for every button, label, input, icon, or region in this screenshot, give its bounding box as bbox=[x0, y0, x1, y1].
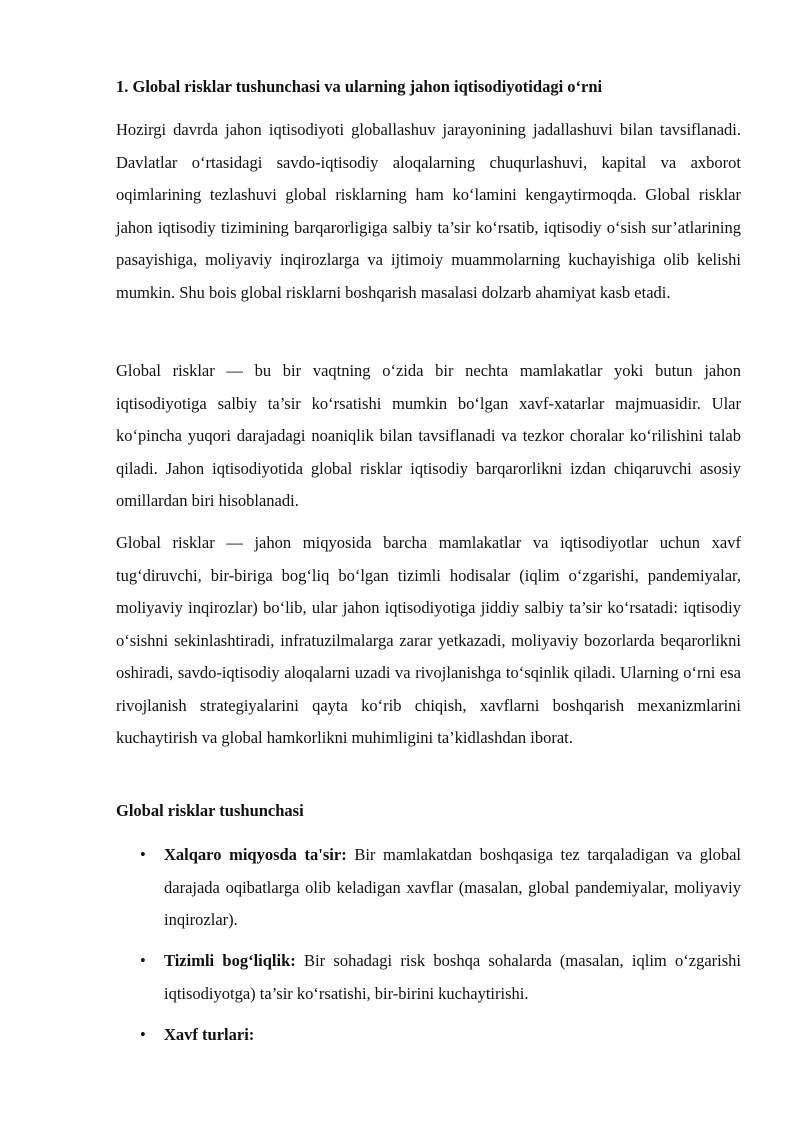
list-item-body: Bir sohadagi risk boshqa sohalarda (masalan, iqlim o‘zgarishi iqtisodiyotga) ta’sir ko‘rsatishi, bir-birini kuchaytirishi. bbox=[164, 951, 742, 1003]
bullet-icon: • bbox=[140, 845, 146, 864]
list-item-lead: Tizimli bog‘liqlik: bbox=[164, 951, 296, 970]
section-heading: 1. Global risklar tushunchasi va ularning jahon iqtisodiyotidagi o‘rni bbox=[116, 77, 603, 96]
paragraph-impact: Global risklar — jahon miqyosida barcha mamlakatlar va iqtisodiyotlar uchun xavf tug‘diruvchi, bir-biriga bog‘liq bo‘lgan tizimli hodisalar (iqlim o‘zgarishi, pandemiyalar, moliyaviy inqirozlar) bo‘lib, ular jahon iqtisodiyotiga jiddiy salbiy ta’sir ko‘rsatadi: iqtisodiy o‘sishni sekinlashtiradi, infratuzilmalarga zarar yetkazadi, moliyaviy bozorlarda beqarorlikni oshiradi, savdo-iqtisodiy aloqalarni uzadi va rivojlanishga to‘sqinlik qiladi. Ularning o‘rni esa rivojlanish strategiyalarini qayta ko‘rib chiqish, xavflarni boshqarish mexanizmlarini kuchaytirish va global hamkorlikni muhimligini ta’kidlashdan iborat. bbox=[116, 533, 741, 747]
list-item-text bbox=[164, 945, 741, 1010]
list-item-text bbox=[164, 839, 741, 937]
list-item-lead: Xalqaro miqyosda ta'sir: bbox=[164, 845, 347, 864]
list-item-text bbox=[164, 1019, 741, 1052]
bullet-icon: • bbox=[140, 951, 146, 970]
subsection-heading: Global risklar tushunchasi bbox=[116, 801, 304, 820]
paragraph-intro: Hozirgi davrda jahon iqtisodiyoti globallashuv jarayonining jadallashuvi bilan tavsiflanadi. Davlatlar o‘rtasidagi savdo-iqtisodiy aloqalarning chuqurlashuvi, kapital va axborot oqimlarining tezlashuvi global risklarning ham ko‘lamini kengaytirmoqda. Global risklar jahon iqtisodiy tizimining barqarorligiga salbiy ta’sir ko‘rsatib, iqtisodiy o‘sish sur’atlarining pasayishiga, moliyaviy inqirozlarga va ijtimoiy muammolarning kuchayishiga olib kelishi mumkin. Shu bois global risklarni boshqarish masalasi dolzarb ahamiyat kasb etadi. bbox=[116, 120, 741, 302]
list-item-body: Bir mamlakatdan boshqasiga tez tarqaladigan va global darajada oqibatlarga olib keladigan xavflar (masalan, global pandemiyalar, moliyaviy inqirozlar). bbox=[164, 845, 741, 929]
bullet-icon: • bbox=[140, 1025, 146, 1044]
list-item-lead: Xavf turlari: bbox=[164, 1025, 255, 1044]
paragraph-definition: Global risklar — bu bir vaqtning o‘zida bir nechta mamlakatlar yoki butun jahon iqtisodiyotiga salbiy ta’sir ko‘rsatishi mumkin bo‘lgan xavf-xatarlar majmuasidir. Ular ko‘pincha yuqori darajadagi noaniqlik bilan tavsiflanadi va tezkor choralar ko‘rilishini talab qiladi. Jahon iqtisodiyotida global risklar iqtisodiy barqarorlikni izdan chiqaruvchi asosiy omillardan biri hisoblanadi. bbox=[116, 361, 741, 510]
